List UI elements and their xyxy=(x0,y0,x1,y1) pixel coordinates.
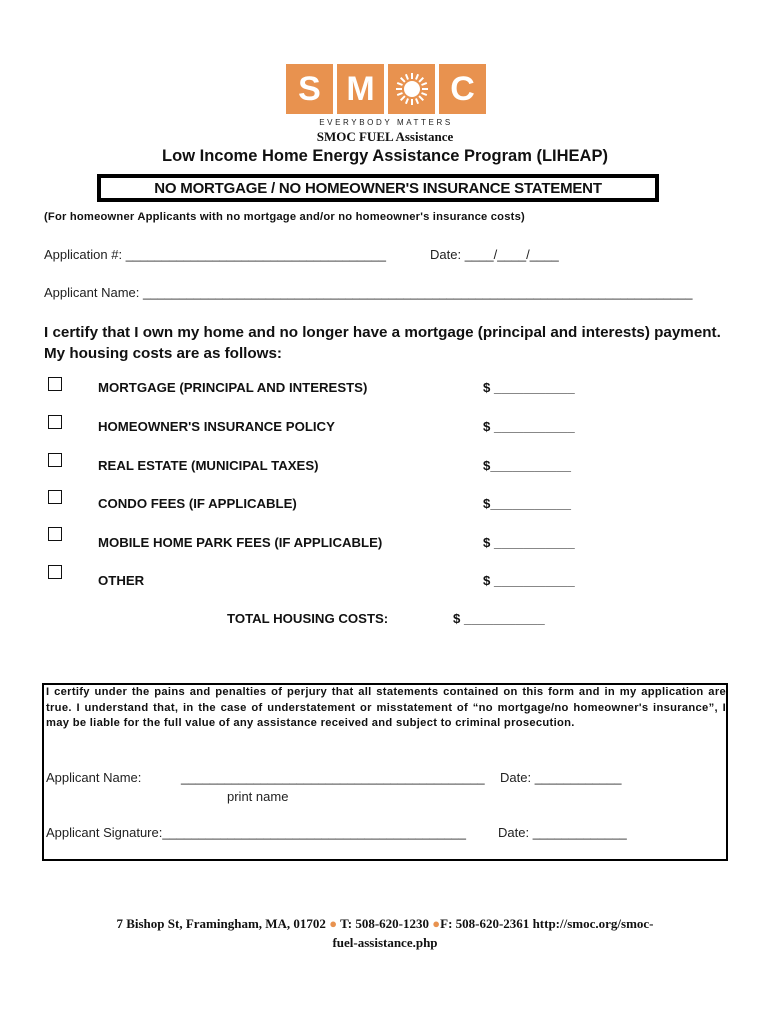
amount-field-insurance[interactable]: $ ___________ xyxy=(483,419,575,434)
checkbox-mobile-home[interactable] xyxy=(48,527,62,541)
amount-field-real-estate[interactable]: $___________ xyxy=(483,458,572,473)
item-label-mobile-home: MOBILE HOME PARK FEES (IF APPLICABLE) xyxy=(98,535,383,550)
application-number-label: Application #: xyxy=(44,247,123,262)
cert-name-date-label: Date: xyxy=(500,770,532,785)
program-subtitle: SMOC FUEL Assistance xyxy=(316,129,454,144)
cert-name-field[interactable]: __________________________________________ xyxy=(181,770,485,785)
footer-line-2 xyxy=(0,933,770,952)
footer-url-part2[interactable]: fuel-assistance.php xyxy=(332,935,438,950)
amount-field-mortgage[interactable]: $ ___________ xyxy=(483,380,575,395)
application-date-field[interactable]: ____/____/____ xyxy=(464,247,559,262)
cert-name-date-row xyxy=(500,770,621,785)
certification-text: I certify under the pains and penalties of perjury that all statements contained on this form and in my application are true. I understand that, in the case of understatement or misstatement of “no mortgage/no homeowner's insurance”, I may be liable for the full value of any assistance received and subject to criminal prosecution. xyxy=(46,686,726,730)
application-date-row xyxy=(430,247,559,262)
signature-row xyxy=(46,825,466,840)
print-name-caption: print name xyxy=(227,789,289,804)
signature-date-row xyxy=(498,825,627,840)
smoc-logo xyxy=(286,64,486,114)
checkbox-mortgage[interactable] xyxy=(48,377,62,391)
logo-letter-m: M xyxy=(337,64,384,114)
certify-statement: I certify that I own my home and no longer have a mortgage (principal and interests) payment. My housing costs are as follows: xyxy=(44,324,721,362)
cert-name-label: Applicant Name: xyxy=(46,770,142,785)
amount-field-other[interactable]: $ ___________ xyxy=(483,573,575,588)
signature-field[interactable]: __________________________________________ xyxy=(162,825,467,840)
statement-title: NO MORTGAGE / NO HOMEOWNER'S INSURANCE STATEMENT xyxy=(154,179,602,197)
logo-tagline: EVERYBODY MATTERS xyxy=(319,118,453,127)
item-label-mortgage: MORTGAGE (PRINCIPAL AND INTERESTS) xyxy=(98,380,368,395)
footer-url-part1[interactable]: http://smoc.org/smoc- xyxy=(532,916,654,931)
application-number-row xyxy=(44,247,386,262)
footer-fax: F: 508-620-2361 xyxy=(440,916,530,931)
footer-line-1 xyxy=(0,914,770,933)
logo-letter-s: S xyxy=(286,64,333,114)
item-label-other: OTHER xyxy=(98,573,145,588)
signature-label: Applicant Signature: xyxy=(46,825,163,840)
statement-title-box xyxy=(97,174,659,202)
sun-icon xyxy=(388,64,435,114)
logo-letter-c: C xyxy=(439,64,486,114)
signature-date-field[interactable]: _____________ xyxy=(532,825,627,840)
amount-field-mobile-home[interactable]: $ ___________ xyxy=(483,535,575,550)
signature-date-label: Date: xyxy=(498,825,530,840)
item-label-insurance: HOMEOWNER'S INSURANCE POLICY xyxy=(98,419,335,434)
item-label-real-estate: REAL ESTATE (MUNICIPAL TAXES) xyxy=(98,458,319,473)
footer-phone: T: 508-620-1230 xyxy=(340,916,430,931)
program-title: Low Income Home Energy Assistance Program (LIHEAP) xyxy=(162,147,608,165)
application-date-label: Date: xyxy=(430,247,462,262)
footer-dot-icon: ● xyxy=(329,916,338,931)
checkbox-condo-fees[interactable] xyxy=(48,490,62,504)
footer-dot-icon: ● xyxy=(432,916,441,931)
cert-name-date-field[interactable]: ____________ xyxy=(534,770,622,785)
footer-address: 7 Bishop St, Framingham, MA, 01702 xyxy=(116,916,326,931)
applicant-name-label: Applicant Name: xyxy=(44,285,140,300)
amount-field-condo-fees[interactable]: $___________ xyxy=(483,496,572,511)
total-housing-costs-field[interactable]: $ ___________ xyxy=(453,611,545,626)
application-number-field[interactable]: ____________________________________ xyxy=(125,247,386,262)
applicant-name-row xyxy=(44,285,693,300)
checkbox-insurance[interactable] xyxy=(48,415,62,429)
checkbox-real-estate[interactable] xyxy=(48,453,62,467)
applicant-note: (For homeowner Applicants with no mortgage and/or no homeowner's insurance costs) xyxy=(44,211,525,223)
checkbox-other[interactable] xyxy=(48,565,62,579)
applicant-name-field[interactable]: ____________________________________________________________________________ xyxy=(143,285,693,300)
item-label-condo-fees: CONDO FEES (IF APPLICABLE) xyxy=(98,496,297,511)
footer xyxy=(0,914,770,952)
total-housing-costs-label: TOTAL HOUSING COSTS: xyxy=(227,611,389,626)
